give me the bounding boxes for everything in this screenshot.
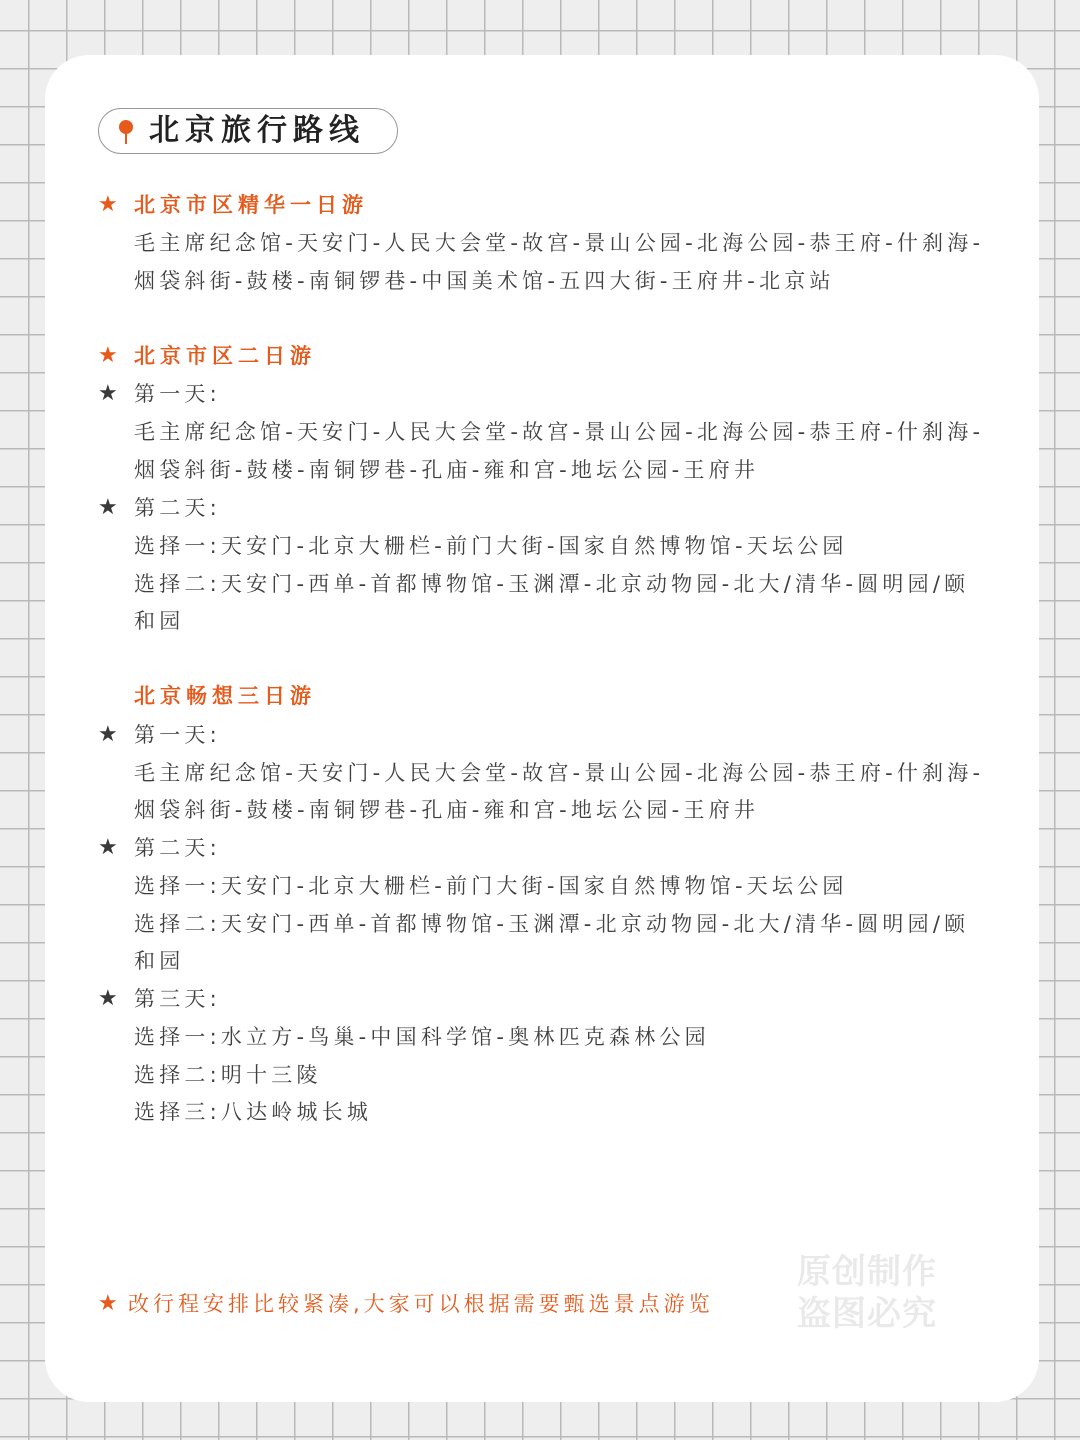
section-heading: 北京市区二日游 xyxy=(134,344,316,368)
content-card xyxy=(45,55,1039,1402)
star-icon: ★ xyxy=(98,192,118,217)
section-heading: 北京市区精华一日游 xyxy=(134,193,368,217)
day-label: 第一天: xyxy=(134,382,221,406)
route-line: 毛主席纪念馆-天安门-人民大会堂-故宫-景山公园-北海公园-恭王府-什刹海- xyxy=(134,420,985,444)
watermark-line: 原创制作 xyxy=(797,1252,937,1292)
route-line: 烟袋斜街-鼓楼-南铜锣巷-孔庙-雍和宫-地坛公园-王府井 xyxy=(134,458,760,482)
route-line: 选择一:水立方-鸟巢-中国科学馆-奥林匹克森林公园 xyxy=(134,1025,710,1049)
route-line: 选择一:天安门-北京大栅栏-前门大街-国家自然博物馆-天坛公园 xyxy=(134,874,848,898)
watermark xyxy=(797,1251,937,1335)
star-icon: ★ xyxy=(98,343,118,368)
star-icon: ★ xyxy=(98,835,118,860)
route-line: 选择三:八达岭城长城 xyxy=(134,1100,373,1124)
day-label: 第一天: xyxy=(134,723,221,747)
day-label: 第二天: xyxy=(134,496,221,520)
day-label: 第二天: xyxy=(134,836,221,860)
watermark-line: 盗图必究 xyxy=(797,1294,937,1334)
title-pill xyxy=(98,108,398,154)
pin-icon xyxy=(117,119,135,145)
route-line: 选择一:天安门-北京大栅栏-前门大街-国家自然博物馆-天坛公园 xyxy=(134,534,848,558)
day-label: 第三天: xyxy=(134,987,221,1011)
star-icon: ★ xyxy=(98,381,118,406)
route-line: 毛主席纪念馆-天安门-人民大会堂-故宫-景山公园-北海公园-恭王府-什刹海- xyxy=(134,761,985,785)
route-line: 毛主席纪念馆-天安门-人民大会堂-故宫-景山公园-北海公园-恭王府-什刹海- xyxy=(134,231,985,255)
route-line: 选择二:明十三陵 xyxy=(134,1063,322,1087)
star-icon: ★ xyxy=(98,986,118,1011)
section-heading: 北京畅想三日游 xyxy=(134,684,316,708)
star-icon: ★ xyxy=(98,722,118,747)
route-line: 烟袋斜街-鼓楼-南铜锣巷-中国美术馆-五四大街-王府井-北京站 xyxy=(134,269,835,293)
footer-note: 改行程安排比较紧凑,大家可以根据需要甄选景点游览 xyxy=(128,1292,714,1316)
page-title: 北京旅行路线 xyxy=(149,113,365,148)
route-line: 和园 xyxy=(134,949,185,973)
star-icon: ★ xyxy=(98,1291,118,1316)
route-line: 选择二:天安门-西单-首都博物馆-玉渊潭-北京动物园-北大/清华-圆明园/颐 xyxy=(134,572,970,596)
star-icon: ★ xyxy=(98,495,118,520)
route-line: 选择二:天安门-西单-首都博物馆-玉渊潭-北京动物园-北大/清华-圆明园/颐 xyxy=(134,912,970,936)
route-line: 烟袋斜街-鼓楼-南铜锣巷-孔庙-雍和宫-地坛公园-王府井 xyxy=(134,798,760,822)
route-line: 和园 xyxy=(134,609,185,633)
